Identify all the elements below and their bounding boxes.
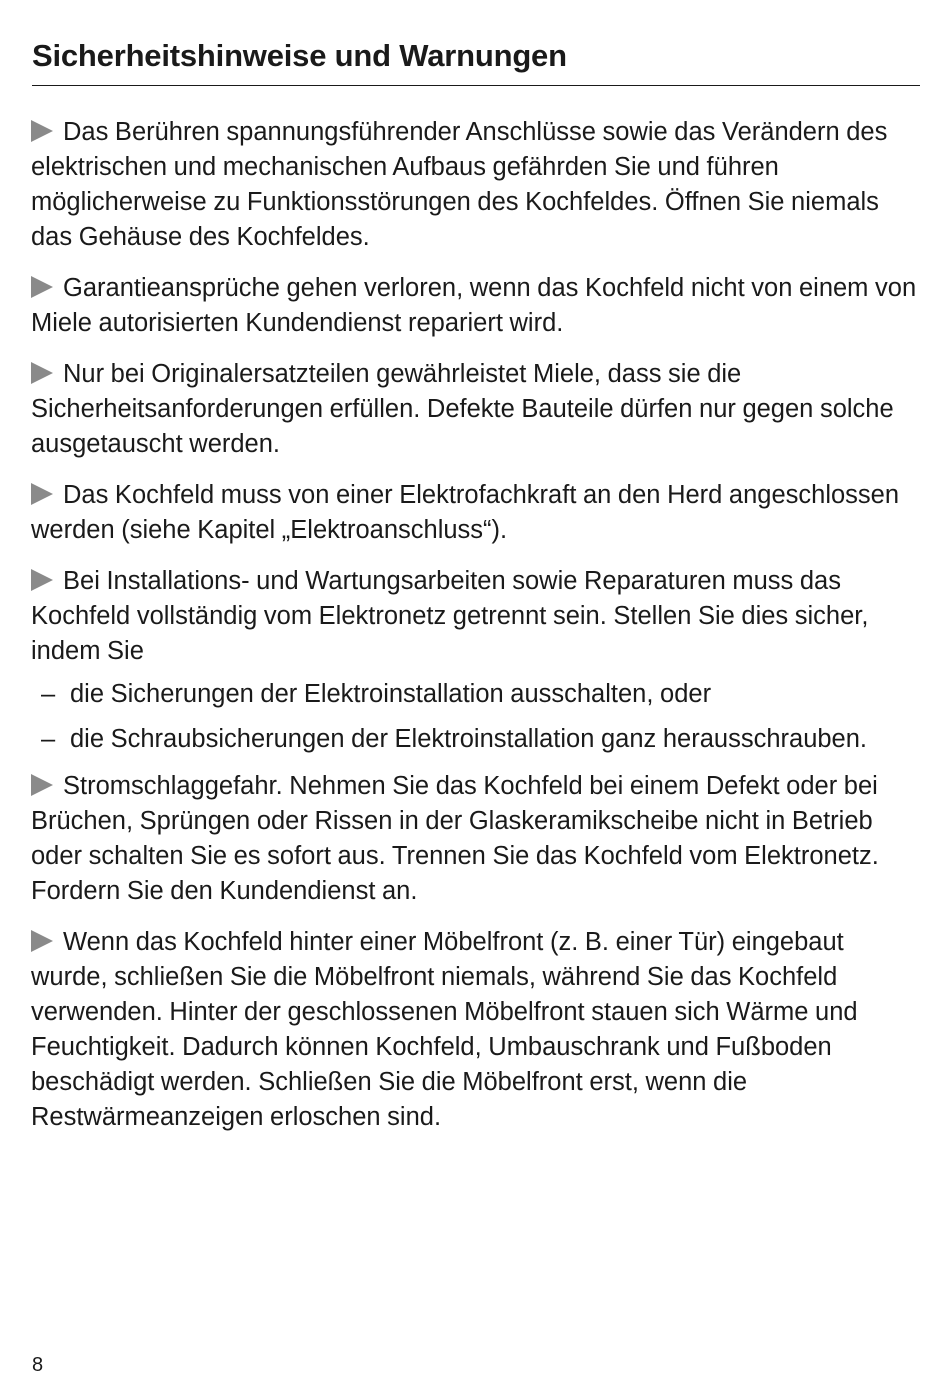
warning-text: Stromschlaggefahr. Nehmen Sie das Kochfeld bei einem Defekt oder bei Brüchen, Sprüngen oder Rissen in der Glaskeramikscheibe nicht in Betrieb oder schalten Sie es sofort aus. Trennen Sie das Kochfeld vom Elektronetz. Fordern Sie den Kundendienst an. (31, 772, 879, 905)
list-item (31, 722, 926, 757)
warning-text: Nur bei Originalersatzteilen gewährleistet Miele, dass sie die Sicherheitsanforderungen erfüllen. Defekte Bauteile dürfen nur gegen solche ausgetauscht werden. (31, 360, 894, 458)
warning-paragraph (31, 115, 926, 255)
disconnect-steps-list (31, 677, 926, 757)
page-title: Sicherheitshinweise und Warnungen (32, 38, 567, 73)
triangle-bullet-icon (31, 483, 53, 505)
triangle-bullet-icon (31, 120, 53, 142)
triangle-bullet-icon (31, 774, 53, 796)
triangle-bullet-icon (31, 362, 53, 384)
page-header (32, 36, 920, 86)
list-item-text: die Schraubsicherungen der Elektroinstallation ganz herausschrauben. (70, 725, 868, 753)
triangle-bullet-icon (31, 276, 53, 298)
warning-paragraph (31, 357, 926, 462)
warning-text: Garantieansprüche gehen verloren, wenn das Kochfeld nicht von einem von Miele autorisierten Kundendienst repariert wird. (31, 274, 917, 337)
warning-paragraph (31, 564, 926, 669)
warning-text: Bei Installations- und Wartungsarbeiten sowie Reparaturen muss das Kochfeld vollständig vom Elektronetz getrennt sein. Stellen Sie dies sicher, indem Sie (31, 567, 869, 665)
list-item (31, 677, 926, 712)
safety-warnings-content (31, 115, 926, 1151)
dash-bullet: – (41, 725, 56, 753)
warning-text: Das Berühren spannungsführender Anschlüsse sowie das Verändern des elektrischen und mechanischen Aufbaus gefährden Sie und führen möglicherweise zu Funktionsstörungen des Kochfeldes. Öffnen Sie niemals das Gehäuse des Kochfeldes. (31, 118, 888, 251)
triangle-bullet-icon (31, 930, 53, 952)
list-item-text: die Sicherungen der Elektroinstallation ausschalten, oder (70, 680, 712, 708)
warning-paragraph (31, 925, 926, 1135)
warning-paragraph (31, 271, 926, 341)
warning-text: Wenn das Kochfeld hinter einer Möbelfront (z. B. einer Tür) eingebaut wurde, schließen Sie die Möbelfront niemals, während Sie das Kochfeld verwenden. Hinter der geschlossenen Möbelfront stauen sich Wärme und Feuchtigkeit. Dadurch können Kochfeld, Umbauschrank und Fußboden beschädigt werden. Schließen Sie die Möbelfront erst, wenn die Restwärmeanzeigen erloschen sind. (31, 928, 858, 1131)
page-number: 8 (32, 1354, 44, 1376)
warning-text: Das Kochfeld muss von einer Elektrofachkraft an den Herd angeschlossen werden (siehe Kapitel „Elektroanschluss“). (31, 481, 900, 544)
warning-paragraph (31, 769, 926, 909)
triangle-bullet-icon (31, 569, 53, 591)
warning-paragraph (31, 478, 926, 548)
dash-bullet: – (41, 680, 56, 708)
